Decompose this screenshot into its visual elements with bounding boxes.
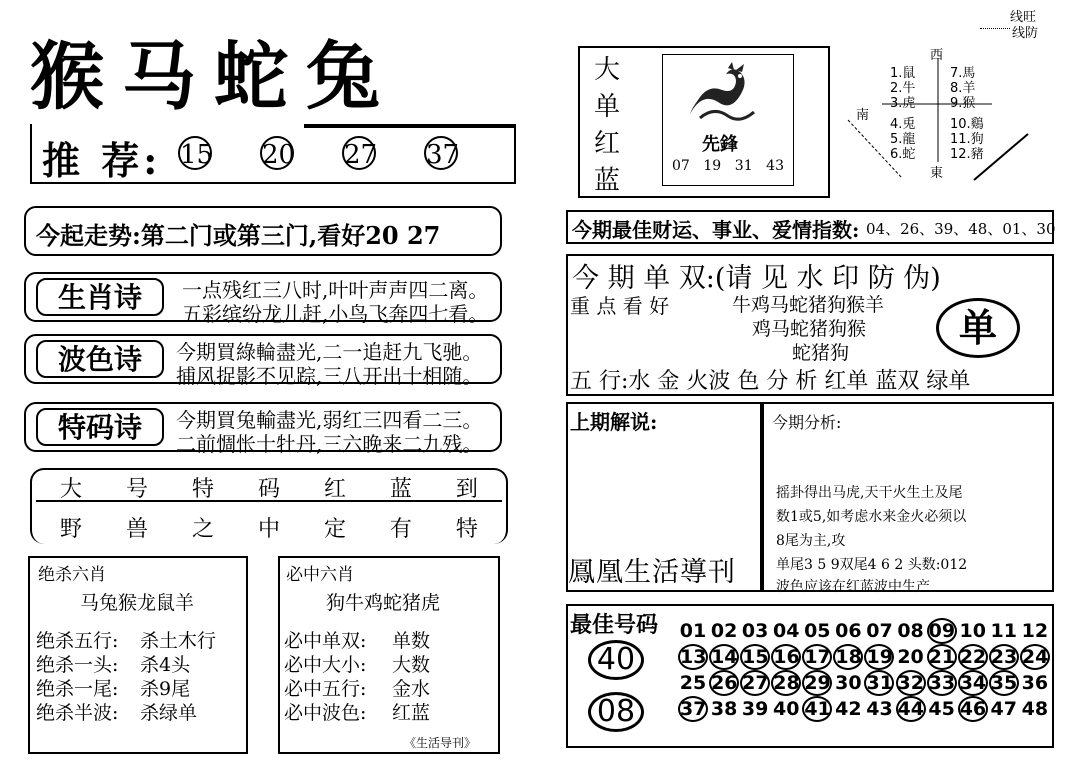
- number-cell: 04: [773, 620, 800, 642]
- banner-char: 中: [257, 517, 280, 542]
- zodiac-item: 4.兎: [890, 117, 916, 132]
- kill-item-value: 杀4头: [140, 654, 191, 676]
- number-cell-circled: 16: [773, 646, 800, 668]
- corner-line1: 线旺: [1010, 10, 1037, 25]
- banner-char: 野: [60, 517, 83, 542]
- dragon-number: 07: [672, 158, 690, 174]
- kill-title: 绝杀六肖: [38, 565, 106, 585]
- number-cell-circled: 21: [928, 646, 956, 668]
- zodiac-item: 11.狗: [950, 132, 984, 147]
- number-cell-circled: 27: [742, 672, 769, 694]
- brand-label: 鳳凰生活導刊: [568, 557, 736, 588]
- recommend-number: 15: [178, 136, 212, 170]
- zodiac-item: 8.羊: [950, 81, 976, 96]
- number-cell-circled: 14: [711, 646, 738, 668]
- number-row: [678, 670, 1050, 696]
- poem-line: 五彩缤纷龙儿赶,小鸟飞奔四七看。: [182, 302, 489, 326]
- analysis-line: 单尾3 5 9双尾4 6 2 头数:012: [776, 557, 968, 573]
- number-cell-circled: 37: [680, 698, 707, 720]
- recommend-number: 37: [424, 136, 458, 170]
- banner-row: [60, 472, 478, 503]
- number-cell: 30: [835, 672, 862, 694]
- number-cell: 03: [741, 620, 769, 642]
- number-cell: 25: [679, 672, 707, 694]
- number-cell: 01: [679, 620, 707, 642]
- kill-item-value: 杀绿单: [140, 702, 198, 724]
- number-cell-circled: 44: [897, 698, 924, 720]
- banner-char: 红: [323, 477, 346, 502]
- must-item-label: 必中五行:: [284, 678, 367, 700]
- banner-char: 到: [455, 477, 478, 502]
- kill-item-label: 绝杀一头:: [36, 654, 119, 676]
- trend-text: 今起走势:第二门或第三门,看好20 27: [36, 221, 441, 250]
- number-cell: 05: [804, 620, 831, 642]
- number-cell-circled: 15: [742, 646, 769, 668]
- number-cell-circled: 22: [959, 646, 987, 668]
- zodiac-item: 2.牛: [890, 81, 916, 96]
- poem-line: 今期買兔輸盡光,弱红三四看二三。: [176, 408, 483, 432]
- recommend-number: 20: [260, 136, 294, 170]
- number-cell-circled: 33: [928, 672, 956, 694]
- poem-line: 今期買綠輪盡光,二一追赶九飞驰。: [176, 340, 483, 364]
- analysis-line: 摇卦得出马虎,天干火生土及尾: [776, 485, 963, 501]
- number-cell: 07: [866, 620, 893, 642]
- kill-item-label: 绝杀半波:: [36, 702, 119, 724]
- zodiac-item: 1.鼠: [890, 66, 916, 81]
- zodiac-item: 5.龍: [890, 132, 916, 147]
- number-cell: 40: [773, 698, 800, 720]
- analysis-line: 8尾为主,攻: [776, 533, 846, 549]
- number-cell: 36: [1021, 672, 1049, 694]
- index-label: 今期最佳财运、事业、爱情指数:: [572, 218, 860, 242]
- dragon-numbers: [672, 158, 784, 174]
- banner-char: 兽: [125, 517, 148, 542]
- number-cell: 08: [897, 620, 924, 642]
- must-item-value: 红蓝: [392, 702, 431, 724]
- number-row: [678, 644, 1050, 670]
- dragon-caption: 先鋒: [702, 134, 738, 155]
- compass-south: 南: [856, 108, 870, 123]
- banner-char: 有: [389, 517, 412, 542]
- poem-line: 捕风捉影不见踪,三八开出十相随。: [176, 364, 483, 388]
- must-footer: 《生活导刊》: [404, 736, 477, 750]
- number-cell-circled: 41: [804, 698, 831, 720]
- number-cell-circled: 23: [990, 646, 1018, 668]
- must-item-label: 必中波色:: [284, 702, 367, 724]
- compass-east: 東: [930, 166, 944, 181]
- dragon-side-text: [594, 52, 624, 200]
- banner-char: 定: [323, 517, 346, 542]
- number-cell-circled: 34: [959, 672, 987, 694]
- kill-six: 马兔猴龙鼠羊: [80, 592, 195, 614]
- best-label: 最佳号码: [570, 612, 659, 638]
- side-char: 红: [594, 129, 621, 159]
- index-values: 04、26、39、48、01、30: [866, 220, 1056, 238]
- number-cell: 43: [866, 698, 893, 720]
- focus-row: 鸡马蛇猪狗猴: [752, 318, 867, 340]
- single-badge: 单: [936, 298, 1020, 358]
- must-title: 必中六肖: [286, 565, 354, 585]
- single-double-title: 今 期 单 双:(请 见 水 印 防 伪): [572, 263, 941, 294]
- kill-item-label: 绝杀一尾:: [36, 678, 119, 700]
- zodiac-item: 10.鷄: [950, 117, 984, 132]
- zodiac-item: 7.馬: [950, 66, 976, 81]
- number-cell-circled: 18: [835, 646, 862, 668]
- number-cell: 42: [835, 698, 862, 720]
- number-grid: [678, 618, 1050, 722]
- focus-row: 蛇猪狗: [792, 342, 850, 364]
- number-cell: 10: [959, 620, 986, 642]
- number-cell: 06: [835, 620, 862, 642]
- compass-west: 西: [930, 48, 944, 63]
- poem-line: 二前惆怅十牡丹,三六晚来二九残。: [176, 432, 483, 456]
- five-elements-line: 五 行:水 金 火波 色 分 析 红单 蓝双 绿单: [570, 369, 971, 394]
- number-cell-circled: 24: [1021, 646, 1049, 668]
- number-cell: 47: [990, 698, 1017, 720]
- number-cell-circled: 32: [897, 672, 924, 694]
- number-cell: 02: [710, 620, 738, 642]
- number-row: [678, 696, 1050, 722]
- zodiac-item: 9.猴: [950, 96, 976, 111]
- banner-char: 蓝: [389, 477, 412, 502]
- number-cell: 11: [990, 620, 1017, 642]
- poem-tag-wave: 波色诗: [36, 340, 164, 378]
- dragon-icon: [684, 62, 760, 126]
- focus-row: 牛鸡马蛇猪狗猴羊: [732, 294, 885, 316]
- number-cell: 20: [897, 646, 924, 668]
- must-item-value: 金水: [392, 678, 431, 700]
- recommend-top-rule: [304, 124, 514, 128]
- trend-box: [24, 206, 502, 256]
- number-cell-circled: 29: [804, 672, 831, 694]
- number-cell-circled: 31: [866, 672, 893, 694]
- poem-line: 一点残红三八时,叶叶声声四二离。: [182, 278, 489, 302]
- banner-char: 特: [191, 477, 214, 502]
- number-cell: 48: [1021, 698, 1049, 720]
- side-char: 蓝: [594, 166, 621, 196]
- prev-label: 上期解说:: [570, 410, 658, 434]
- must-item-label: 必中大小:: [284, 654, 367, 676]
- recommend-section: [30, 124, 516, 184]
- banner-char: 码: [257, 477, 280, 502]
- must-item-value: 单数: [392, 630, 431, 652]
- recommend-number: 27: [342, 136, 376, 170]
- number-cell: 12: [1021, 620, 1049, 642]
- number-cell: 45: [928, 698, 955, 720]
- best-big-number: 40: [588, 640, 644, 680]
- dragon-number: 19: [703, 158, 722, 174]
- must-item-label: 必中单双:: [284, 630, 367, 652]
- current-label: 今期分析:: [772, 413, 842, 432]
- recommend-label: 推 荐:: [42, 138, 162, 183]
- number-cell-circled: 19: [866, 646, 893, 668]
- banner-char: 之: [191, 517, 214, 542]
- zodiac-item: 3.虎: [890, 96, 916, 111]
- number-cell-circled: 26: [711, 672, 738, 694]
- number-cell-circled: 17: [804, 646, 831, 668]
- number-cell-circled: 28: [773, 672, 800, 694]
- number-row: [678, 618, 1050, 644]
- kill-item-label: 绝杀五行:: [36, 630, 119, 652]
- must-six: 狗牛鸡蛇猪虎: [326, 592, 441, 614]
- best-big-number: 08: [588, 692, 644, 732]
- banner-char: 大: [60, 477, 83, 502]
- zodiac-item: 6.蛇: [890, 147, 916, 162]
- recommend-numbers: [178, 136, 506, 170]
- poem-tag-special: 特码诗: [36, 408, 164, 446]
- number-cell-circled: 35: [990, 672, 1018, 694]
- kill-item-value: 杀土木行: [140, 630, 217, 652]
- number-cell-circled: 46: [959, 698, 987, 720]
- corner-dots: [980, 28, 1010, 29]
- side-char: 单: [594, 92, 621, 122]
- side-char: 大: [594, 55, 621, 85]
- must-item-value: 大数: [392, 654, 431, 676]
- banner-char: 特: [455, 517, 478, 542]
- number-cell-circled: 13: [680, 646, 707, 668]
- kill-item-value: 杀9尾: [140, 678, 191, 700]
- zodiac-item: 12.豬: [950, 147, 984, 162]
- kill-top-rule: [28, 556, 248, 558]
- dragon-number: 43: [766, 158, 784, 174]
- number-cell: 39: [741, 698, 769, 720]
- banner-row: [60, 512, 478, 543]
- page-title: 猴马蛇兔: [30, 34, 398, 120]
- focus-label: 重 点 看 好: [570, 294, 670, 318]
- poem-tag-zodiac: 生肖诗: [36, 278, 164, 316]
- corner-line2: 线防: [1012, 26, 1039, 41]
- dragon-number: 31: [734, 158, 753, 174]
- number-cell-circled: 09: [928, 620, 956, 642]
- number-cell: 38: [710, 698, 738, 720]
- banner-char: 号: [125, 477, 148, 502]
- analysis-line: 数1或5,如考虑水来金火必须以: [776, 509, 967, 525]
- analysis-line: 波色应该在红蓝波中生产: [776, 579, 930, 595]
